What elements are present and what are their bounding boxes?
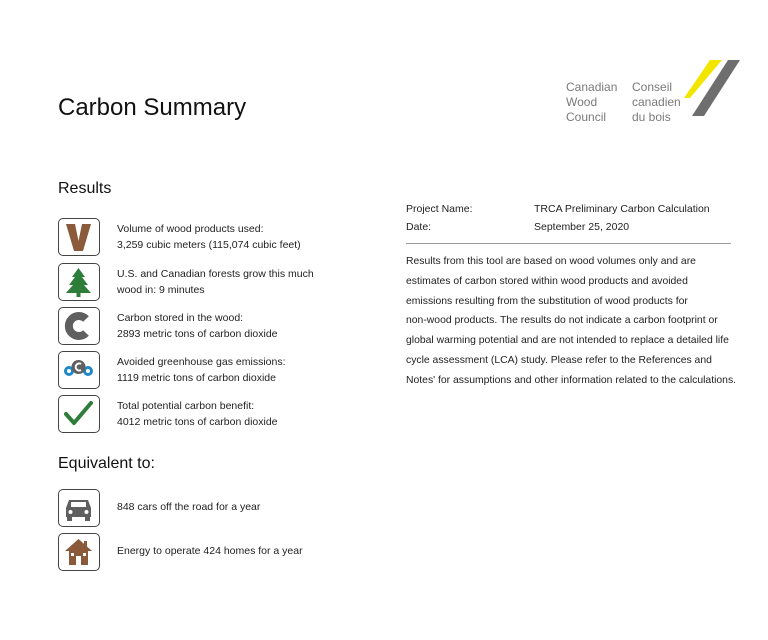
disclaimer-line: estimates of carbon stored within wood products and avoided xyxy=(406,275,688,287)
result-value: 2893 metric tons of carbon dioxide xyxy=(117,328,278,340)
project-name-label: Project Name: xyxy=(406,203,473,215)
disclaimer-paragraph xyxy=(406,252,746,391)
page-title: Carbon Summary xyxy=(58,94,247,121)
equivalent-text xyxy=(117,543,303,559)
logo-fr-line: Conseil xyxy=(632,80,673,94)
result-text xyxy=(117,221,301,253)
logo-stripes-icon xyxy=(684,58,744,118)
result-item-avoided-emissions xyxy=(58,351,388,391)
disclaimer-line: Results from this tool are based on wood volumes only and are xyxy=(406,256,696,267)
result-value: 4012 metric tons of carbon dioxide xyxy=(117,416,278,428)
disclaimer-line: global warming potential and are not intended to replace a detailed life xyxy=(406,335,729,347)
result-item-total-benefit xyxy=(58,395,388,435)
result-text xyxy=(117,398,278,430)
results-heading: Results xyxy=(58,180,112,197)
house-icon xyxy=(58,533,100,571)
equivalent-value: Energy to operate 424 homes for a year xyxy=(117,545,303,557)
equivalent-heading: Equivalent to: xyxy=(58,455,155,472)
disclaimer-line: emissions resulting from the substitution of wood products for xyxy=(406,295,688,307)
project-date-value: September 25, 2020 xyxy=(534,221,630,233)
result-label: Carbon stored in the wood: xyxy=(117,312,244,324)
result-value: wood in: 9 minutes xyxy=(117,284,205,296)
result-item-carbon-stored xyxy=(58,307,388,347)
logo-fr-line: canadien xyxy=(632,95,681,109)
equivalent-item-cars xyxy=(58,489,388,529)
logo-english-text xyxy=(566,80,617,125)
logo-en-line: Council xyxy=(566,110,607,124)
disclaimer-line: Notes' for assumptions and other information related to the calculations. xyxy=(406,374,737,386)
equivalent-text xyxy=(117,499,260,515)
result-label: Avoided greenhouse gas emissions: xyxy=(117,356,286,368)
result-value: 1119 metric tons of carbon dioxide xyxy=(117,372,276,384)
v-icon xyxy=(58,218,100,256)
project-date-label: Date: xyxy=(406,221,432,233)
result-label: Total potential carbon benefit: xyxy=(117,400,255,412)
c-icon xyxy=(58,307,100,345)
result-text xyxy=(117,354,286,386)
checkmark-icon xyxy=(58,395,100,433)
result-label: U.S. and Canadian forests grow this much xyxy=(117,268,314,280)
result-item-volume xyxy=(58,218,388,258)
canadian-wood-council-logo xyxy=(566,58,746,128)
divider xyxy=(406,243,731,244)
result-text xyxy=(117,266,314,298)
co2-molecule-icon xyxy=(58,351,100,389)
result-value: 3,259 cubic meters (115,074 cubic feet) xyxy=(117,239,301,251)
equivalent-value: 848 cars off the road for a year xyxy=(117,501,261,513)
equivalent-item-homes xyxy=(58,533,388,573)
logo-french-text xyxy=(632,80,681,125)
tree-icon xyxy=(58,263,100,301)
disclaimer-line: non-wood products. The results do not indicate a carbon footprint or xyxy=(406,315,718,327)
logo-en-line: Wood xyxy=(566,95,598,109)
project-name-value: TRCA Preliminary Carbon Calculation xyxy=(534,203,710,215)
logo-fr-line: du bois xyxy=(632,110,671,124)
car-icon xyxy=(58,489,100,527)
disclaimer-line: cycle assessment (LCA) study. Please refer to the References and xyxy=(406,354,712,366)
result-label: Volume of wood products used: xyxy=(117,223,264,235)
result-item-forest-growth xyxy=(58,263,388,303)
logo-en-line: Canadian xyxy=(566,80,618,94)
result-text xyxy=(117,310,278,342)
